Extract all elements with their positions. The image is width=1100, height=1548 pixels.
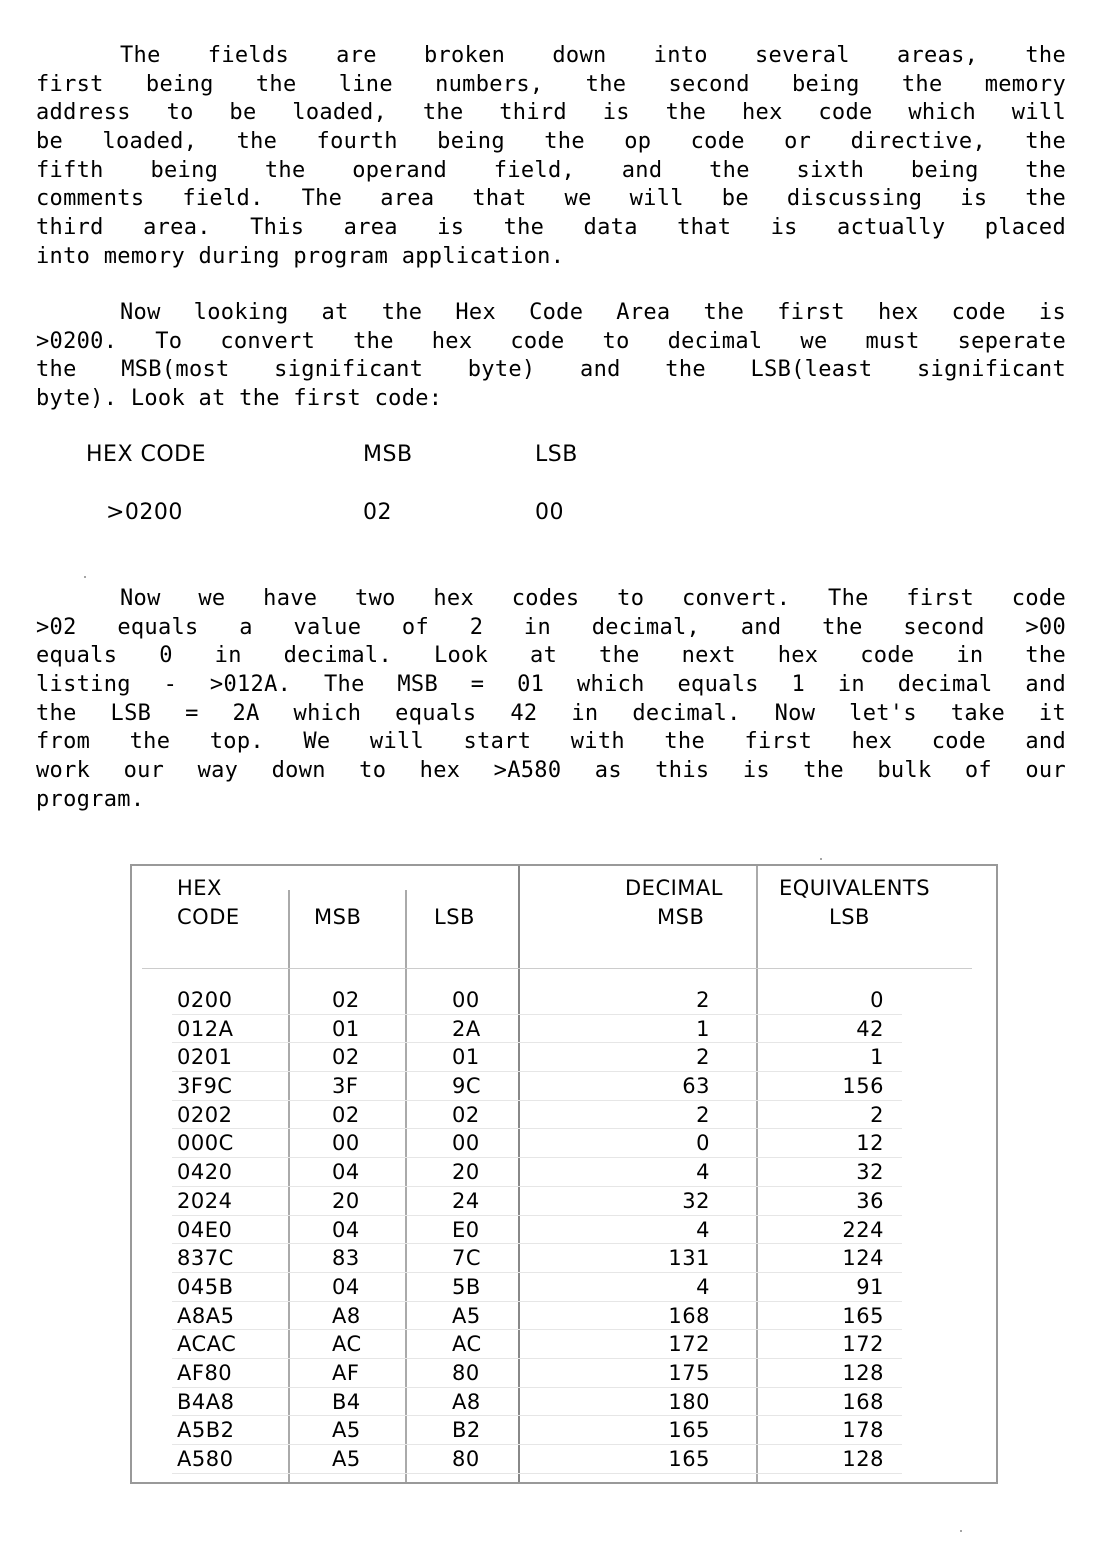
cell-decimal-lsb: 224: [842, 1217, 884, 1242]
cell-decimal-lsb: 156: [842, 1074, 884, 1099]
table-row: [132, 1359, 996, 1388]
cell-msb: A5: [332, 1418, 361, 1443]
scan-speck: [820, 858, 822, 860]
table-row: [132, 1187, 996, 1216]
table-row: [132, 1416, 996, 1445]
table-row: [132, 1043, 996, 1072]
cell-lsb: 00: [452, 1131, 480, 1156]
table-header-equivalents: EQUIVALENTS: [779, 876, 931, 900]
cell-hex-code: 0200: [177, 988, 233, 1012]
text-line: The fields are broken down into several areas, the: [120, 43, 1066, 68]
cell-hex-code: 0202: [177, 1102, 233, 1127]
text-line: the LSB = 2A which equals 42 in decimal. Now let's take it: [36, 700, 1066, 726]
cell-lsb: 7C: [452, 1246, 482, 1271]
text-line: Now we have two hex codes to convert. The first code: [120, 586, 1066, 611]
cell-decimal-msb: 2: [696, 1045, 710, 1070]
cell-decimal-lsb: 36: [856, 1188, 884, 1213]
example-header-lsb: LSB: [535, 442, 578, 467]
cell-hex-code: 000C: [177, 1131, 234, 1156]
cell-msb: 04: [332, 1160, 360, 1185]
cell-decimal-msb: 63: [682, 1074, 710, 1099]
hex-conversion-table: [130, 864, 998, 1484]
cell-hex-code: 0420: [177, 1160, 233, 1185]
paragraph-conversion-walkthrough: [36, 585, 1066, 815]
table-header-code: CODE: [177, 905, 240, 929]
cell-hex-code: 837C: [177, 1246, 234, 1271]
cell-hex-code: A8A5: [177, 1303, 235, 1328]
cell-msb: 3F: [332, 1074, 359, 1099]
cell-lsb: 9C: [452, 1074, 482, 1099]
cell-decimal-lsb: 1: [870, 1045, 884, 1070]
table-row: [132, 986, 996, 1015]
cell-msb: 00: [332, 1131, 360, 1156]
cell-decimal-lsb: 42: [856, 1016, 884, 1041]
text-line: listing - >012A. The MSB = 01 which equals 1 in decimal and: [36, 672, 1066, 698]
text-line: comments field. The area that we will be discussing is the: [36, 186, 1066, 212]
cell-decimal-lsb: 128: [842, 1447, 884, 1471]
cell-decimal-msb: 172: [668, 1332, 710, 1357]
table-row: [132, 1302, 996, 1331]
cell-decimal-msb: 4: [696, 1274, 710, 1299]
cell-hex-code: 045B: [177, 1274, 234, 1299]
table-row: [132, 1072, 996, 1101]
text-line: address to be loaded, the third is the hex code which will: [36, 100, 1066, 126]
cell-decimal-lsb: 0: [870, 988, 884, 1012]
cell-decimal-msb: 2: [696, 1102, 710, 1127]
row-rule: [172, 1473, 902, 1474]
cell-lsb: A8: [452, 1389, 481, 1414]
text-line: into memory during program application.: [36, 243, 565, 269]
cell-msb: 83: [332, 1246, 360, 1271]
table-header-msb: MSB: [314, 905, 362, 929]
scan-speck: [960, 1530, 962, 1532]
cell-msb: B4: [332, 1389, 361, 1414]
cell-msb: AF: [332, 1360, 360, 1385]
cell-hex-code: AF80: [177, 1360, 233, 1385]
cell-decimal-msb: 165: [668, 1447, 710, 1471]
cell-msb: 01: [332, 1016, 360, 1041]
text-line: fifth being the operand field, and the sixth being the: [36, 157, 1066, 183]
text-line: >0200. To convert the hex code to decimal we must seperate: [36, 328, 1066, 354]
text-line: Now looking at the Hex Code Area the first hex code is: [120, 300, 1066, 325]
table-row: [132, 1244, 996, 1273]
scan-speck: [84, 576, 86, 578]
cell-decimal-msb: 168: [668, 1303, 710, 1328]
cell-msb: 02: [332, 1045, 360, 1070]
table-row: [132, 1216, 996, 1245]
table-header-rule: [142, 968, 972, 969]
table-row: [132, 1101, 996, 1130]
cell-decimal-msb: 4: [696, 1160, 710, 1185]
table-header-decimal: DECIMAL: [625, 876, 723, 900]
table-header-decimal-lsb: LSB: [829, 905, 870, 929]
cell-decimal-lsb: 165: [842, 1303, 884, 1328]
example-value-msb: 02: [363, 500, 392, 525]
cell-hex-code: 3F9C: [177, 1074, 233, 1099]
cell-msb: A8: [332, 1303, 361, 1328]
paragraph-hex-code-area: [36, 299, 1066, 414]
table-row: [132, 1388, 996, 1417]
cell-hex-code: ACAC: [177, 1332, 237, 1357]
text-line: third area. This area is the data that is actually placed: [36, 215, 1066, 241]
cell-hex-code: 2024: [177, 1188, 233, 1213]
table-body: [132, 986, 996, 1474]
cell-decimal-msb: 180: [668, 1389, 710, 1414]
cell-decimal-lsb: 178: [842, 1418, 884, 1443]
cell-lsb: 2A: [452, 1016, 481, 1041]
cell-hex-code: B4A8: [177, 1389, 235, 1414]
text-line: >02 equals a value of 2 in decimal, and the second >00: [36, 614, 1066, 640]
cell-msb: AC: [332, 1332, 362, 1357]
cell-msb: 04: [332, 1274, 360, 1299]
cell-decimal-msb: 2: [696, 988, 710, 1012]
cell-lsb: 24: [452, 1188, 480, 1213]
cell-lsb: 01: [452, 1045, 480, 1070]
cell-hex-code: 012A: [177, 1016, 234, 1041]
text-line: work our way down to hex >A580 as this is the bulk of our: [36, 758, 1066, 784]
example-header-msb: MSB: [363, 442, 413, 467]
cell-msb: 20: [332, 1188, 360, 1213]
cell-lsb: 5B: [452, 1274, 481, 1299]
cell-lsb: B2: [452, 1418, 481, 1443]
text-line: from the top. We will start with the first hex code and: [36, 729, 1066, 755]
table-row: [132, 1273, 996, 1302]
cell-decimal-lsb: 124: [842, 1246, 884, 1271]
cell-decimal-lsb: 91: [856, 1274, 884, 1299]
cell-decimal-lsb: 172: [842, 1332, 884, 1357]
cell-lsb: 02: [452, 1102, 480, 1127]
cell-lsb: E0: [452, 1217, 480, 1242]
cell-msb: A5: [332, 1447, 361, 1471]
cell-lsb: AC: [452, 1332, 482, 1357]
cell-lsb: A5: [452, 1303, 481, 1328]
table-row: [132, 1330, 996, 1359]
cell-decimal-msb: 32: [682, 1188, 710, 1213]
cell-decimal-msb: 0: [696, 1131, 710, 1156]
table-header-decimal-msb: MSB: [657, 905, 705, 929]
table-row: [132, 1015, 996, 1044]
cell-msb: 02: [332, 988, 360, 1012]
cell-hex-code: A5B2: [177, 1418, 235, 1443]
cell-decimal-lsb: 128: [842, 1360, 884, 1385]
cell-decimal-lsb: 168: [842, 1389, 884, 1414]
text-line: the MSB(most significant byte) and the LSB(least significant: [36, 357, 1066, 383]
cell-decimal-msb: 131: [668, 1246, 710, 1271]
text-line: program.: [36, 786, 145, 812]
cell-hex-code: A580: [177, 1447, 234, 1471]
table-header-hex: HEX: [177, 876, 222, 900]
example-value-hex-code: >0200: [106, 500, 183, 525]
example-value-lsb: 00: [535, 500, 564, 525]
cell-lsb: 80: [452, 1447, 480, 1471]
cell-hex-code: 04E0: [177, 1217, 233, 1242]
cell-decimal-msb: 4: [696, 1217, 710, 1242]
cell-decimal-msb: 1: [696, 1016, 710, 1041]
text-line: be loaded, the fourth being the op code or directive, the: [36, 129, 1066, 155]
table-header-lsb: LSB: [434, 905, 475, 929]
cell-decimal-lsb: 2: [870, 1102, 884, 1127]
cell-msb: 04: [332, 1217, 360, 1242]
cell-msb: 02: [332, 1102, 360, 1127]
cell-decimal-lsb: 12: [856, 1131, 884, 1156]
cell-decimal-msb: 175: [668, 1360, 710, 1385]
cell-decimal-lsb: 32: [856, 1160, 884, 1185]
example-header-hex-code: HEX CODE: [86, 442, 207, 467]
text-line: first being the line numbers, the second being the memory: [36, 71, 1066, 97]
text-line: equals 0 in decimal. Look at the next hex code in the: [36, 643, 1066, 669]
cell-decimal-msb: 165: [668, 1418, 710, 1443]
table-row: [132, 1129, 996, 1158]
table-row: [132, 1158, 996, 1187]
cell-lsb: 80: [452, 1360, 480, 1385]
paragraph-fields-description: [36, 42, 1066, 272]
cell-lsb: 20: [452, 1160, 480, 1185]
table-row: [132, 1445, 996, 1474]
text-line: byte). Look at the first code:: [36, 386, 443, 412]
cell-hex-code: 0201: [177, 1045, 233, 1070]
cell-lsb: 00: [452, 988, 480, 1012]
